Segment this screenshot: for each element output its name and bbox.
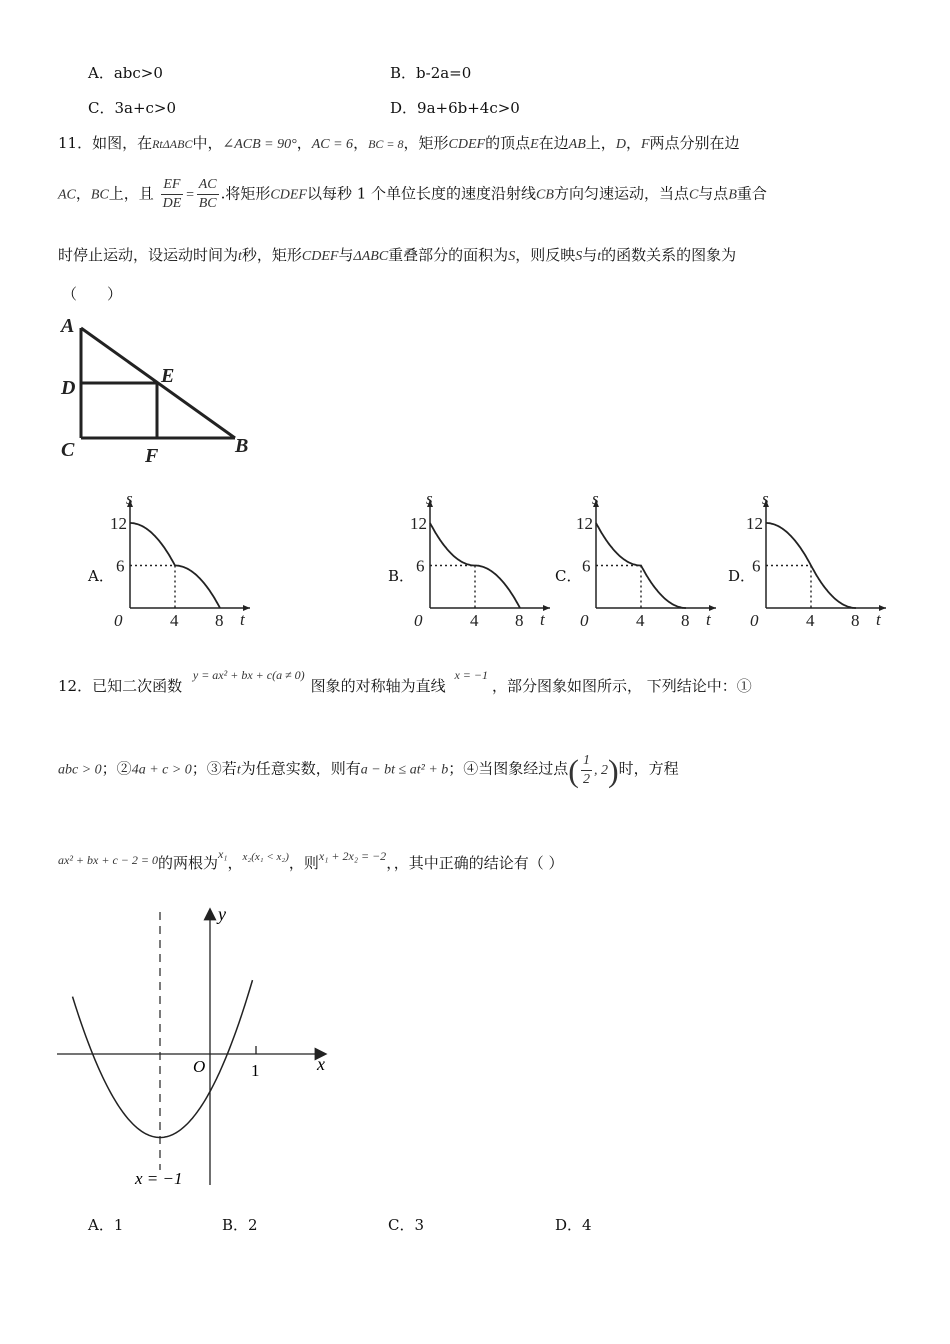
graph-tick-6: 6 (582, 556, 591, 576)
q10-option-d: D．9a+6b+4c>0 (390, 99, 520, 117)
graph-tick-8: 8 (681, 611, 690, 630)
graph-tick-0: 0 (750, 611, 759, 630)
graph-tick-6: 6 (116, 556, 125, 576)
graph-tick-6: 6 (416, 556, 425, 576)
graph-curve (130, 523, 220, 608)
graph-guide-lines (430, 566, 475, 609)
graph-t-label: t (706, 610, 711, 629)
q12-option-a: A．1 (88, 1216, 124, 1234)
q12-line3: $^{ax^2 + bx + c - 2 = 0}$的两根为$^{x_1}$，$^{x_2(x_1 < x_2)}$，则$^{x_1 + 2x_2 = -2}$，，其中正确的结论有（ ） (58, 847, 564, 872)
q11-line2: AC，BC上，且 $\frac{EF}{DE}$ = $\frac{AC}{BC}$ .将矩形CDEF以每秒 1 个单位长度的速度沿射线CB方向匀速运动，当点C与点B重合 (58, 177, 767, 211)
label-d: D (61, 377, 76, 399)
label-c: C (61, 439, 75, 461)
graph-guide-lines (766, 566, 811, 609)
q11-graph-label-b: B． (388, 567, 415, 585)
graph-curve (596, 523, 686, 608)
q11-line3: 时停止运动，设运动时间为t秒，矩形CDEF与ΔABC重叠部分的面积为S，则反映S与t的函数关系的图象为 (58, 246, 737, 264)
q11-answer-paren: （ ） (62, 285, 123, 303)
graph-y-label: y (218, 904, 226, 924)
q10-option-b: B．b-2a=0 (390, 64, 472, 82)
graph-tick-8: 8 (215, 611, 224, 630)
graph-a (110, 490, 260, 630)
point-coordinate: ( $\frac{1}{2}$ , 2) (568, 752, 619, 788)
graph-axis-label: x = −1 (135, 1169, 183, 1188)
label-f: F (145, 445, 159, 467)
label-b: B (235, 435, 249, 457)
parabola-curve (73, 980, 253, 1137)
graph-tick-1: 1 (251, 1061, 260, 1080)
q11-graph-label-d: D． (728, 567, 756, 585)
graph-tick-8: 8 (851, 611, 860, 630)
graph-d (746, 490, 896, 630)
label-a: A (61, 315, 75, 337)
q12-option-d: D．4 (555, 1216, 592, 1234)
q11-graph-label-c: C． (555, 567, 582, 585)
graph-tick-12: 12 (746, 514, 763, 533)
graph-s-label: s (592, 490, 599, 508)
graph-s-label: s (126, 490, 133, 508)
q10-option-a: A．abc>0 (88, 64, 163, 82)
q11-graph-label-a: A． (88, 567, 114, 585)
q10-option-c: C．3a+c>0 (88, 99, 177, 117)
q12-line2: abc > 0；②4a + c > 0；③若t为任意实数，则有a − bt ≤ at² + b；④当图象经过点( $\frac{1}{2}$ , 2)时，方程 (58, 752, 679, 788)
graph-tick-12: 12 (576, 514, 593, 533)
fraction-ac-bc: $\frac{AC}{BC}$ (198, 177, 217, 211)
graph-tick-4: 4 (470, 611, 479, 630)
graph-c (576, 490, 726, 630)
graph-tick-0: 0 (114, 611, 123, 630)
parabola-graph (55, 900, 345, 1200)
graph-t-label: t (540, 610, 545, 629)
graph-tick-6: 6 (752, 556, 761, 576)
graph-tick-12: 12 (410, 514, 427, 533)
graph-tick-4: 4 (636, 611, 645, 630)
triangle-figure (55, 310, 265, 470)
q12-option-c: C．3 (388, 1216, 425, 1234)
fraction-ef-de: $\frac{EF}{DE}$ (162, 177, 182, 211)
graph-tick-0: 0 (580, 611, 589, 630)
graph-origin-label: O (193, 1057, 206, 1076)
graph-curve (430, 523, 520, 608)
graph-t-label: t (876, 610, 881, 629)
q12-option-b: B．2 (222, 1216, 258, 1234)
graph-s-label: s (762, 490, 769, 508)
q12-line1: 12．已知二次函数 $^{y = ax^2 + bx + c(a \ne 0)}$图象的对称轴为直线 $^{x = -1}$，部分图象如图所示， 下列结论中：① (58, 668, 752, 695)
graph-tick-4: 4 (170, 611, 179, 630)
graph-tick-0: 0 (414, 611, 423, 630)
graph-guide-lines (596, 566, 641, 609)
label-e: E (161, 365, 175, 387)
graph-b (410, 490, 560, 630)
graph-t-label: t (240, 610, 245, 629)
graph-x-label: x (317, 1054, 325, 1074)
graph-curve (766, 523, 856, 608)
graph-tick-12: 12 (110, 514, 127, 533)
q11-line1: 11．如图，在RtΔABC中，∠ACB = 90°，AC = 6，BC = 8，矩形CDEF的顶点E在边AB上，D，F两点分别在边 (58, 134, 740, 152)
graph-tick-8: 8 (515, 611, 524, 630)
graph-guide-lines (130, 566, 175, 609)
graph-s-label: s (426, 490, 433, 508)
graph-tick-4: 4 (806, 611, 815, 630)
